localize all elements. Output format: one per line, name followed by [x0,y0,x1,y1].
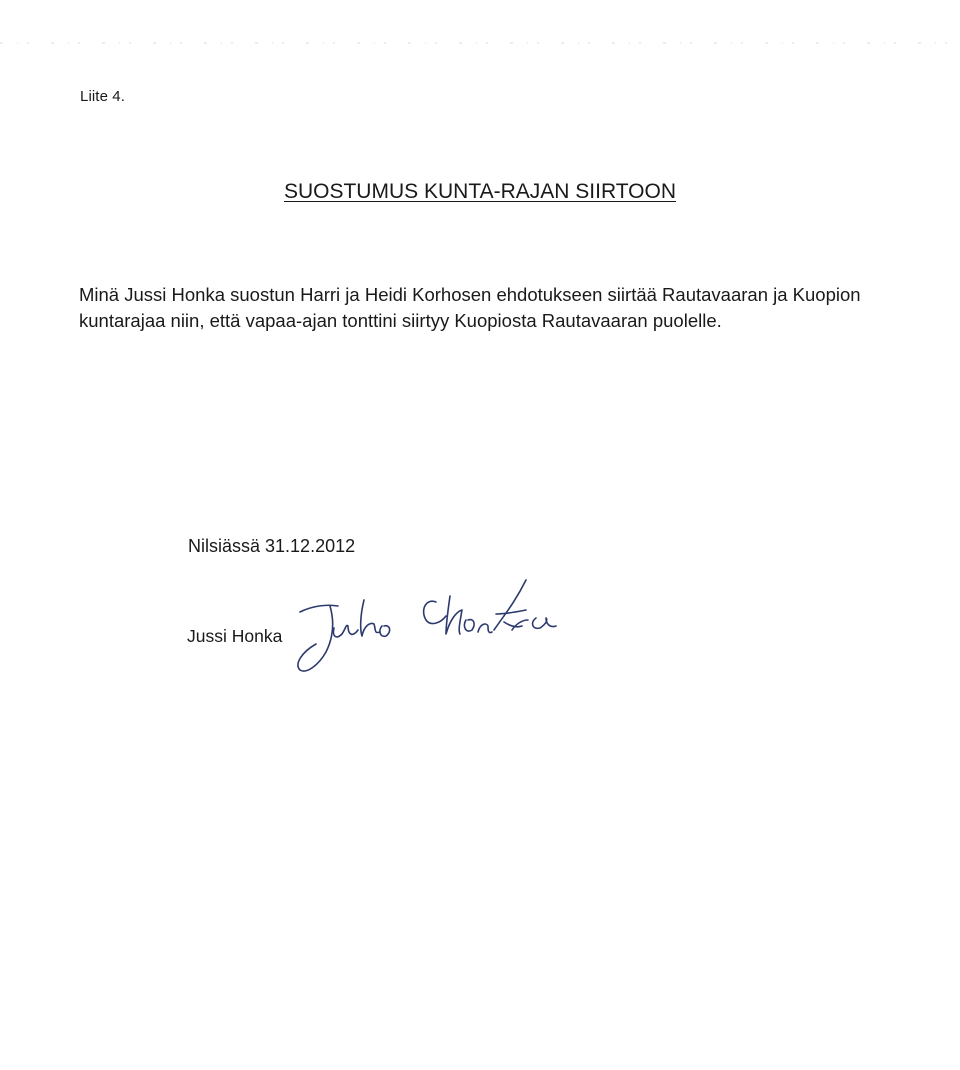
scan-edge-artifact [0,40,960,46]
consent-statement: Minä Jussi Honka suostun Harri ja Heidi Korhosen ehdotukseen siirtää Rautavaaran ja Kuopion kuntarajaa niin, että vapaa-ajan tonttini siirtyy Kuopiosta Rautavaaran puolelle. [79,284,861,331]
place-and-date: Nilsiässä 31.12.2012 [188,536,356,556]
handwritten-signature [290,570,580,690]
signer-name: Jussi Honka [187,626,283,646]
document-title: SUOSTUMUS KUNTA-RAJAN SIIRTOON [283,180,677,203]
attachment-label: Liite 4. [80,88,125,105]
